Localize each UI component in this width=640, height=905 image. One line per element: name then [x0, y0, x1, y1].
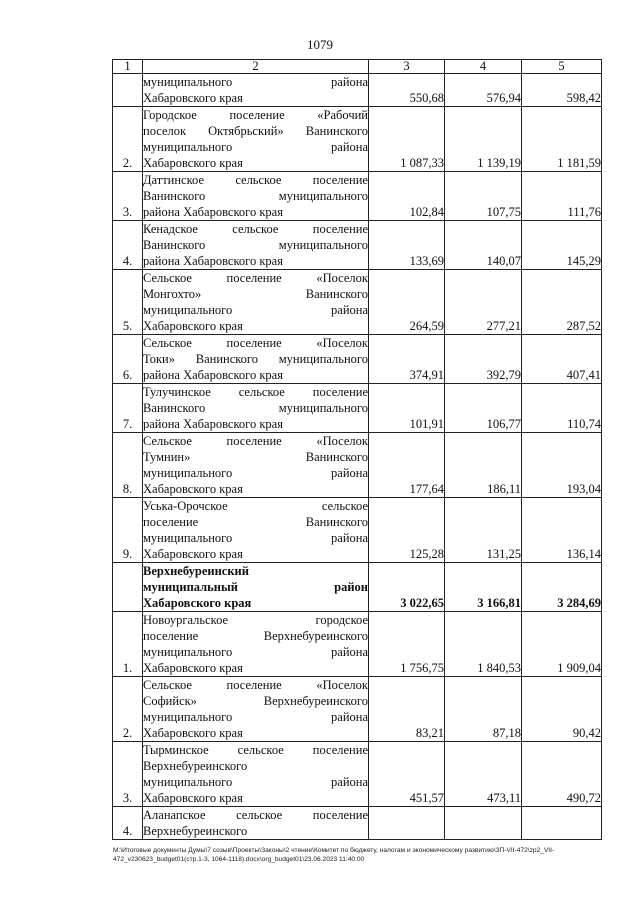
settlement-name-line: поселок Октябрьский» Ванинского [143, 124, 368, 138]
value-col-5: 598,42 [522, 74, 602, 107]
settlement-name-line: района Хабаровского края [143, 254, 283, 268]
settlement-name [143, 498, 369, 563]
value-col-4: 106,77 [445, 384, 522, 433]
header-cell-1: 1 [113, 60, 143, 74]
settlement-name-line: муниципального района [143, 75, 368, 89]
settlement-name [143, 107, 369, 172]
value-col-5: 145,29 [522, 221, 602, 270]
value-col-4 [445, 807, 522, 840]
value-col-3: 1 087,33 [369, 107, 445, 172]
settlement-name-line: района Хабаровского края [143, 368, 283, 382]
settlement-name [143, 612, 369, 677]
settlement-name-line: Хабаровского края [143, 791, 243, 805]
settlement-name-line: Хабаровского края [143, 661, 243, 675]
settlement-name-line: Даттинское сельское поселение [143, 173, 368, 187]
table-row [113, 563, 602, 612]
settlement-name-line: муниципального района [143, 645, 368, 659]
settlement-name-line: Верхнебуреинского [143, 759, 248, 773]
settlement-name-line: Сельское поселение «Поселок [143, 434, 368, 448]
row-number [113, 74, 143, 107]
value-col-5: 1 909,04 [522, 612, 602, 677]
row-number: 4. [113, 807, 143, 840]
settlement-name-line: Ванинского муниципального [143, 189, 368, 203]
value-col-5: 111,76 [522, 172, 602, 221]
settlement-name [143, 74, 369, 107]
value-col-4: 87,18 [445, 677, 522, 742]
settlement-name-line: муниципальный район [143, 580, 368, 594]
table-row [113, 74, 602, 107]
value-col-4: 277,21 [445, 270, 522, 335]
settlement-name-line: Хабаровского края [143, 156, 243, 170]
value-col-3: 83,21 [369, 677, 445, 742]
settlement-name [143, 384, 369, 433]
value-col-3 [369, 807, 445, 840]
settlement-name-line: Токи» Ванинского муниципального [143, 352, 368, 366]
value-col-4: 131,25 [445, 498, 522, 563]
value-col-4: 1 840,53 [445, 612, 522, 677]
settlement-name-line: Сельское поселение «Поселок [143, 678, 368, 692]
table-row [113, 221, 602, 270]
settlement-name [143, 270, 369, 335]
header-cell-2: 2 [143, 60, 369, 74]
settlement-name-line: района Хабаровского края [143, 205, 283, 219]
settlement-name [143, 335, 369, 384]
row-number: 5. [113, 270, 143, 335]
row-number: 9. [113, 498, 143, 563]
row-number: 1. [113, 612, 143, 677]
settlement-name-line: муниципального района [143, 303, 368, 317]
table-row [113, 807, 602, 840]
table-row [113, 498, 602, 563]
value-col-4: 576,94 [445, 74, 522, 107]
value-col-3: 102,84 [369, 172, 445, 221]
settlement-name-line: Городское поселение «Рабочий [143, 108, 368, 122]
page-number: 1079 [307, 37, 333, 52]
value-col-4: 1 139,19 [445, 107, 522, 172]
settlement-name-line: Хабаровского края [143, 482, 243, 496]
settlement-name [143, 677, 369, 742]
row-number: 3. [113, 172, 143, 221]
value-col-5: 3 284,69 [522, 563, 602, 612]
table-row [113, 433, 602, 498]
value-col-3: 3 022,65 [369, 563, 445, 612]
value-col-3: 177,64 [369, 433, 445, 498]
settlement-name-line: Тумнин» Ванинского [143, 450, 368, 464]
value-col-3: 1 756,75 [369, 612, 445, 677]
table-row [113, 172, 602, 221]
table-row [113, 384, 602, 433]
settlement-name-line: Тулучинское сельское поселение [143, 385, 368, 399]
row-number: 8. [113, 433, 143, 498]
value-col-5: 407,41 [522, 335, 602, 384]
value-col-4: 186,11 [445, 433, 522, 498]
row-number: 3. [113, 742, 143, 807]
settlement-name-line: Верхнебуреинский [143, 564, 249, 578]
settlement-name-line: Хабаровского края [143, 596, 252, 610]
row-number: 6. [113, 335, 143, 384]
settlement-name-line: муниципального района [143, 140, 368, 154]
value-col-3: 101,91 [369, 384, 445, 433]
table-row [113, 270, 602, 335]
value-col-3: 374,91 [369, 335, 445, 384]
table-row [113, 677, 602, 742]
row-number: 2. [113, 107, 143, 172]
settlement-name-line: муниципального района [143, 466, 368, 480]
settlement-name [143, 433, 369, 498]
settlement-name-line: Ванинского муниципального [143, 238, 368, 252]
value-col-5: 90,42 [522, 677, 602, 742]
settlement-name-line: Аланапское сельское поселение [143, 808, 368, 822]
value-col-5: 110,74 [522, 384, 602, 433]
value-col-5: 490,72 [522, 742, 602, 807]
row-number: 7. [113, 384, 143, 433]
settlement-name-line: Монгохто» Ванинского [143, 287, 368, 301]
value-col-5: 193,04 [522, 433, 602, 498]
budget-table [112, 59, 602, 840]
header-cell-3: 3 [369, 60, 445, 74]
value-col-5 [522, 807, 602, 840]
value-col-4: 3 166,81 [445, 563, 522, 612]
settlement-name-line: Уська-Орочское сельское [143, 499, 368, 513]
settlement-name-line: поселение Верхнебуреинского [143, 629, 368, 643]
value-col-3: 550,68 [369, 74, 445, 107]
row-number [113, 563, 143, 612]
value-col-4: 392,79 [445, 335, 522, 384]
settlement-name-line: Кенадское сельское поселение [143, 222, 368, 236]
value-col-5: 136,14 [522, 498, 602, 563]
settlement-name-line: Хабаровского края [143, 726, 243, 740]
settlement-name-line: Хабаровского края [143, 547, 243, 561]
value-col-3: 125,28 [369, 498, 445, 563]
settlement-name [143, 172, 369, 221]
value-col-3: 264,59 [369, 270, 445, 335]
settlement-name-line: района Хабаровского края [143, 417, 283, 431]
settlement-name [143, 742, 369, 807]
settlement-name-line: Хабаровского края [143, 319, 243, 333]
settlement-name-line: Новоургальское городское [143, 613, 368, 627]
header-cell-4: 4 [445, 60, 522, 74]
value-col-5: 287,52 [522, 270, 602, 335]
row-number: 4. [113, 221, 143, 270]
value-col-4: 107,75 [445, 172, 522, 221]
table-row [113, 742, 602, 807]
settlement-name-line: муниципального района [143, 775, 368, 789]
value-col-3: 133,69 [369, 221, 445, 270]
settlement-name [143, 563, 369, 612]
value-col-4: 473,11 [445, 742, 522, 807]
settlement-name-line: Верхнебуреинского [143, 824, 248, 838]
settlement-name-line: Хабаровского края [143, 91, 243, 105]
row-number: 2. [113, 677, 143, 742]
settlement-name-line: Софийск» Верхнебуреинского [143, 694, 368, 708]
settlement-name [143, 221, 369, 270]
table-row [113, 612, 602, 677]
settlement-name-line: муниципального района [143, 710, 368, 724]
settlement-name-line: Тырминское сельское поселение [143, 743, 368, 757]
table-row [113, 107, 602, 172]
table-row [113, 335, 602, 384]
value-col-3: 451,57 [369, 742, 445, 807]
settlement-name [143, 807, 369, 840]
value-col-5: 1 181,59 [522, 107, 602, 172]
settlement-name-line: Сельское поселение «Поселок [143, 336, 368, 350]
table-header-row [113, 60, 602, 74]
settlement-name-line: Сельское поселение «Поселок [143, 271, 368, 285]
settlement-name-line: поселение Ванинского [143, 515, 368, 529]
header-cell-5: 5 [522, 60, 602, 74]
value-col-4: 140,07 [445, 221, 522, 270]
settlement-name-line: Ванинского муниципального [143, 401, 368, 415]
document-path-footer: M:\Итоговые документы Думы\7 созыв\Проекты\Законы\2 чтение\Комитет по бюджету, налогам и экономическому развитию\ЗП-VII-472\zp2_VII-472_v230623_budget01(стр.1-3, 1064-1118).docx\org_budget01\23.06.2023 11:40:00 [113, 847, 555, 863]
settlement-name-line: муниципального района [143, 531, 368, 545]
